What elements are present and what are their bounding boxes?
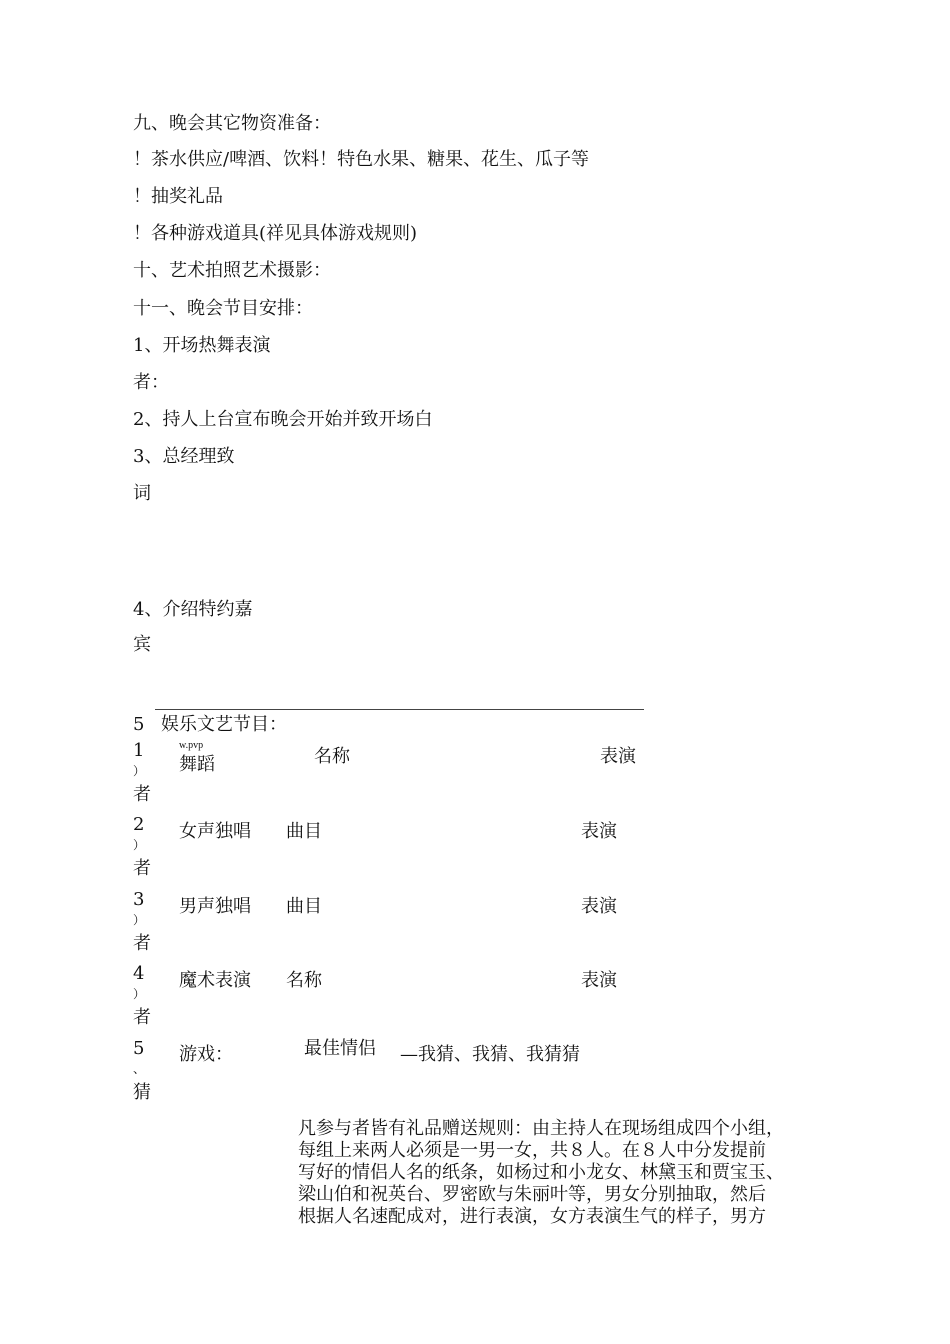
entertainment-item-performer: 者 [133, 933, 151, 954]
entertainment-item-number: 3 [133, 889, 145, 910]
entertainment-item-name: 魔术表演 [179, 970, 251, 991]
entertainment-item-name: 男声独唱 [179, 896, 251, 917]
heading-materials: 九、晚会其它物资准备： [133, 113, 331, 134]
line-prizes: ！抽奖礼品 [133, 186, 223, 207]
entertainment-item-col2: 最佳情侣 [304, 1038, 376, 1059]
entertainment-item-col2: 名称 [286, 970, 322, 991]
line-drinks: ！茶水供应/啤酒、饮料！特色水果、糖果、花生、瓜子等 [133, 149, 590, 170]
entertainment-item-number: 2 [133, 814, 145, 835]
entertainment-item-performer: 者 [133, 784, 151, 805]
entertainment-item-name: 舞蹈 [179, 754, 215, 775]
entertainment-item-col3: 表演 [581, 896, 617, 917]
section5-number: 5 [133, 714, 145, 735]
paragraph-line: 凡参与者皆有礼品赠送规则：由主持人在现场组成四个小组， [298, 1118, 784, 1139]
entertainment-item-number: 4 [133, 963, 145, 984]
heading-program: 十一、晚会节目安排： [133, 298, 313, 319]
program-item-3: 3、总经理致 [133, 446, 235, 467]
paragraph-line: 梁山伯和祝英台、罗密欧与朱丽叶等，男女分别抽取，然后 [298, 1184, 766, 1205]
entertainment-item-name: 游戏： [179, 1044, 233, 1065]
paragraph-line: 根据人名速配成对，进行表演，女方表演生气的样子，男方 [298, 1206, 766, 1227]
entertainment-item-paren: ） [133, 913, 146, 927]
program-item-2: 2、持人上台宣布晚会开始并致开场白 [133, 409, 433, 430]
entertainment-item-performer: 者 [133, 1007, 151, 1028]
program-item-4-cont: 宾 [133, 634, 151, 655]
entertainment-item-number: 1 [133, 740, 145, 761]
paragraph-line: 写好的情侣人名的纸条，如杨过和小龙女、林黛玉和贾宝玉、 [298, 1162, 784, 1183]
program-item-3-cont: 词 [133, 483, 151, 504]
entertainment-item-col3: 表演 [600, 746, 636, 767]
entertainment-item-number: 5 [133, 1038, 145, 1059]
entertainment-item-guess: 猜 [133, 1082, 151, 1103]
line-game-props: ！各种游戏道具(祥见具体游戏规则) [133, 223, 418, 244]
entertainment-item-paren: 、 [133, 1062, 146, 1076]
program-item-1: 1、开场热舞表演 [133, 335, 271, 356]
heading-photography: 十、艺术拍照艺术摄影： [133, 260, 331, 281]
entertainment-item-col2: 名称 [314, 746, 350, 767]
entertainment-item-col2: 曲目 [286, 896, 322, 917]
entertainment-item-name: 女声独唱 [179, 821, 251, 842]
entertainment-item-note: w.pvp [179, 740, 204, 751]
entertainment-item-col2: 曲目 [286, 821, 322, 842]
entertainment-item-performer: 者 [133, 858, 151, 879]
entertainment-item-paren: ） [133, 764, 146, 778]
entertainment-item-paren: ） [133, 838, 146, 852]
game-rules-paragraph [298, 1118, 810, 1228]
entertainment-item-col3: 表演 [581, 970, 617, 991]
paragraph-line: 每组上来两人必须是一男一女，共８人。在８人中分发提前 [298, 1140, 766, 1161]
program-item-1-performer: 者： [133, 372, 169, 393]
entertainment-item-col3: —我猜、我猜、我猜猜 [400, 1044, 580, 1065]
entertainment-item-paren: ） [133, 987, 146, 1001]
horizontal-rule [155, 709, 644, 710]
entertainment-item-col3: 表演 [581, 821, 617, 842]
program-item-4: 4、介绍特约嘉 [133, 599, 253, 620]
section5-title: 娱乐文艺节目： [161, 714, 287, 735]
